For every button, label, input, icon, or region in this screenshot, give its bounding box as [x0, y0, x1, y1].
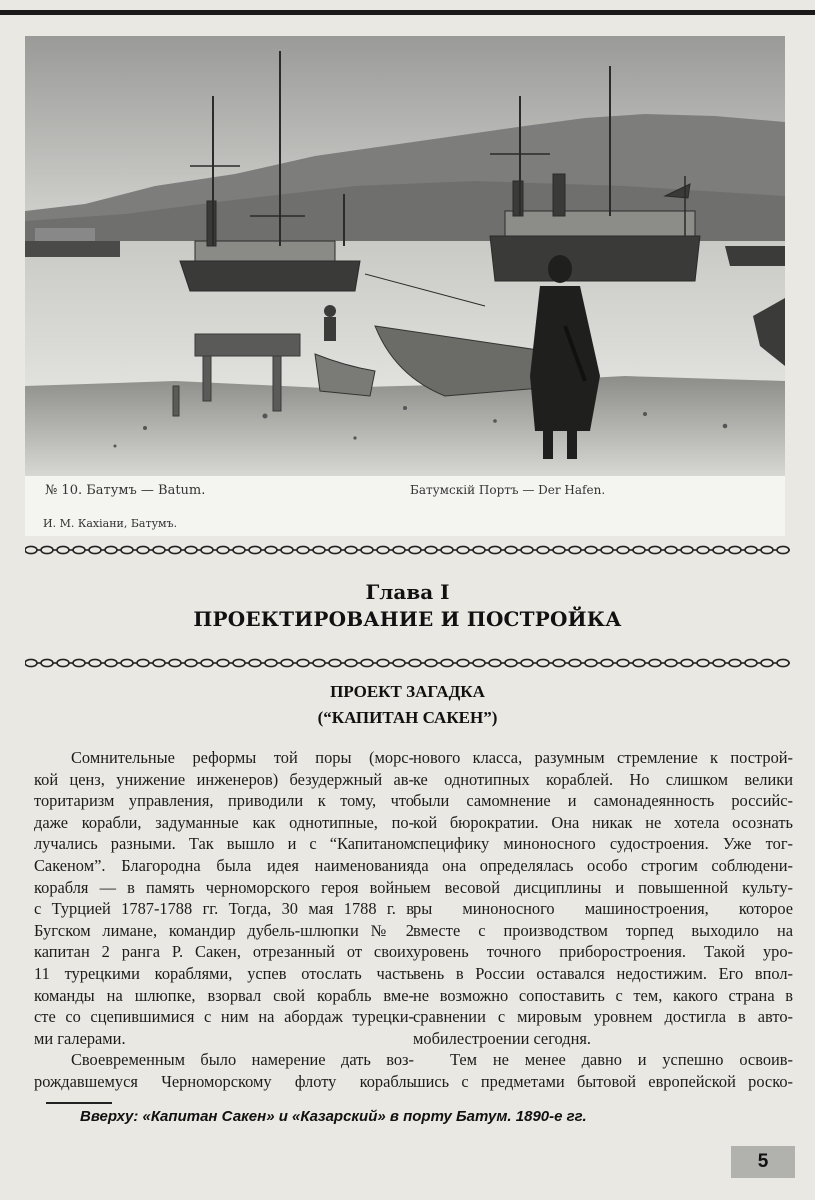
photo-publisher: И. М. Кахiани, Батумъ. — [43, 517, 178, 530]
text-line: да она определялась особо строгим соблюдени- — [413, 855, 793, 875]
text-column-right — [413, 747, 793, 1093]
harbor-photo-illustration — [25, 36, 785, 536]
text-line: были самомнение и самонадеянность российс- — [413, 791, 793, 811]
figure-caption: Вверху: «Капитан Сакен» и «Казарский» в порту Батум. 1890-е гг. — [80, 1108, 587, 1125]
text-line: рождавшемуся Черноморскому флоту корабль — [34, 1071, 414, 1091]
photo-caption-right: Батумскiй Портъ — Der Hafen. — [410, 483, 606, 497]
chain-divider-top — [25, 544, 790, 556]
paragraph — [34, 747, 414, 1049]
text-line: торитаризм управления, приводили к тому, что — [34, 791, 414, 811]
section-title-line2: (“КАПИТАН САКЕН”) — [317, 708, 498, 727]
text-line: ке однотипных кораблей. Но слишком велики — [413, 769, 793, 789]
text-line: корабля — в память черноморского героя войны — [34, 877, 414, 897]
text-line: кой бюрократии. Она никак не хотела осознать — [413, 812, 793, 832]
text-line: Бугском лимане, командир дубель-шлюпки № 2 — [34, 920, 414, 940]
text-line: Сомнительные реформы той поры (морс- — [71, 748, 414, 767]
text-line: мобилестроении сегодня. — [413, 1028, 591, 1048]
caption-rule — [46, 1102, 112, 1104]
text-line: сте со сцепившимися с ним на абордаж турецки- — [34, 1007, 414, 1027]
text-line: специфику миноносного судостроения. Уже тог- — [413, 834, 793, 854]
text-line: сравнении с мировым уровнем достигла в авто- — [413, 1007, 793, 1027]
text-line: ми галерами. — [34, 1028, 126, 1048]
text-line: даже корабли, задуманные как однотипные, по- — [34, 812, 414, 832]
paragraph — [413, 747, 793, 1049]
section-title-line1: ПРОЕКТ ЗАГАДКА — [330, 682, 485, 701]
text-line: ем весовой дисциплины и повышенной культу- — [413, 877, 793, 897]
chapter-title: ПРОЕКТИРОВАНИЕ И ПОСТРОЙКА — [193, 607, 622, 631]
text-line: кой ценз, унижение инженеров) безудержный ав- — [34, 769, 414, 789]
text-line: лучались разными. Так вышло и с “Капитаном — [34, 834, 414, 854]
text-line: капитан 2 ранга Р. Сакен, отрезанный от своих — [34, 942, 414, 962]
chapter-label: Глава I — [365, 580, 450, 604]
paragraph — [34, 1049, 414, 1092]
text-line: с Турцией 1787-1788 гг. Тогда, 30 мая 1788 г. в — [34, 899, 414, 919]
text-line: уровень точного приборостроения. Такой уро- — [413, 942, 793, 962]
photo-caption-left: № 10. Батумъ — Batum. — [45, 483, 206, 498]
text-line: шись с предметами бытовой европейской роско- — [413, 1071, 793, 1091]
text-line: 11 турецкими кораблями, успев отослать часть — [34, 963, 414, 983]
chain-divider-bottom — [25, 657, 790, 669]
paragraph — [413, 1049, 793, 1092]
text-line: Сакеном”. Благородна была идея наименования — [34, 855, 414, 875]
top-rule — [0, 10, 815, 15]
text-line: вень в России оставался недостижим. Его впол- — [413, 963, 793, 983]
text-line: ры миноносного машиностроения, которое — [413, 899, 793, 919]
text-line: команды на шлюпке, взорвал свой корабль вме- — [34, 985, 414, 1005]
text-line: Тем не менее давно и успешно освоив- — [450, 1050, 793, 1070]
historic-photo — [25, 36, 785, 536]
text-line: Своевременным было намерение дать воз- — [71, 1050, 414, 1070]
page-number: 5 — [731, 1146, 795, 1178]
text-line: не возможно сопоставить с тем, какого страна в — [413, 985, 793, 1005]
text-column-left — [34, 747, 414, 1093]
text-line: нового класса, разумным стремление к построй- — [413, 748, 793, 767]
text-line: вместе с производством торпед выходило на — [413, 920, 793, 940]
